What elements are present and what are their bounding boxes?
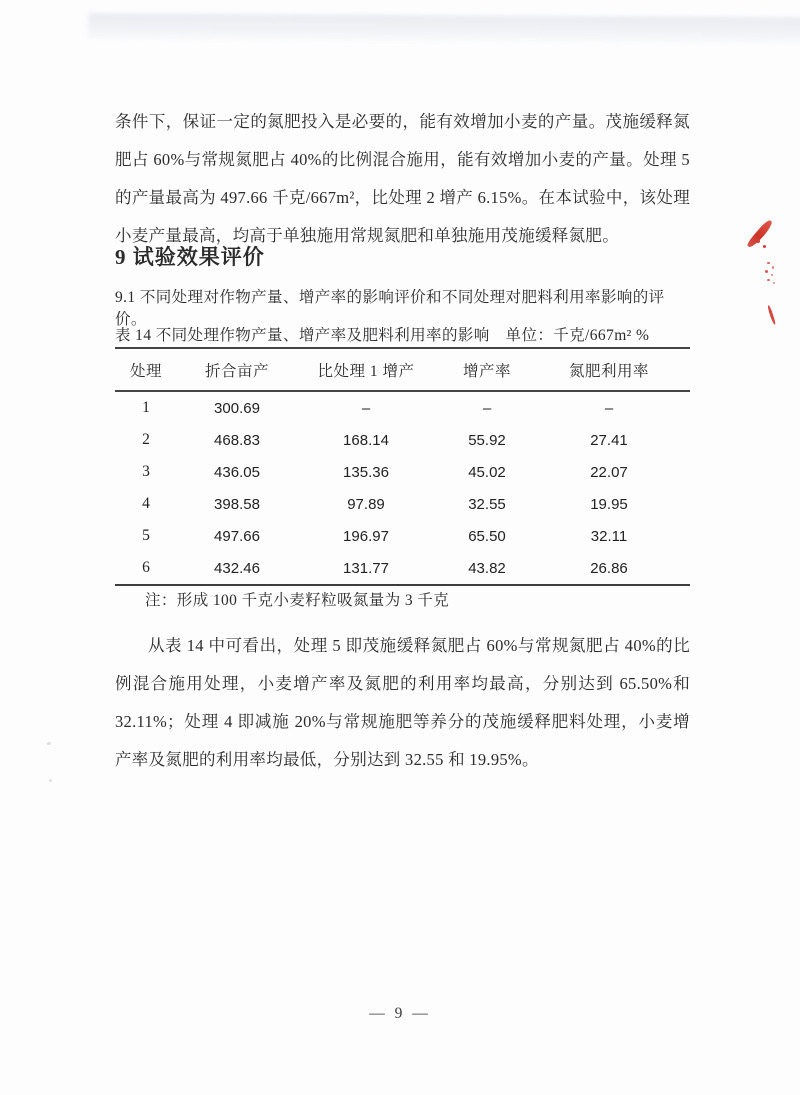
table-cell: 3 — [142, 463, 150, 480]
red-ink-mark-speck — [767, 262, 770, 264]
table-cell: 45.02 — [468, 463, 506, 481]
table-cell: 27.41 — [590, 431, 628, 449]
table-caption: 表 14 不同处理作物产量、增产率及肥料利用率的影响 单位：千克/667m² % — [115, 326, 650, 344]
table-row — [115, 456, 690, 488]
table-cell: 2 — [142, 431, 150, 448]
table-cell: 168.14 — [343, 431, 389, 449]
table-cell: 55.92 — [468, 431, 506, 449]
table-row — [115, 520, 690, 552]
red-ink-mark-dot — [763, 245, 766, 248]
red-ink-mark-stroke — [746, 218, 774, 249]
table-column-header: 氮肥利用率 — [539, 348, 690, 391]
table-cell: 4 — [142, 495, 150, 512]
table-cell: 32.55 — [468, 495, 506, 513]
table-header-row — [115, 348, 690, 391]
table-column-header: 比处理 1 增产 — [297, 348, 435, 391]
results-table — [115, 347, 690, 586]
table-row — [115, 552, 690, 585]
table-cell: 196.97 — [343, 527, 389, 545]
table-cell: 43.82 — [468, 559, 506, 577]
table-cell: 398.58 — [214, 495, 260, 513]
table-cell: 131.77 — [343, 559, 389, 577]
table-cell: – — [604, 399, 614, 417]
red-ink-mark-curve — [767, 305, 776, 325]
page-number: — 9 — — [369, 1005, 431, 1022]
table-cell: 468.83 — [214, 431, 260, 449]
table-cell: 65.50 — [468, 527, 506, 545]
table-cell: 32.11 — [590, 527, 628, 545]
scan-edge-shadow — [88, 13, 800, 43]
section-heading: 9 试验效果评价 — [115, 245, 265, 270]
body-paragraph-2: 从表 14 中可看出，处理 5 即茂施缓释氮肥占 60%与常规氮肥占 40%的比例混合施用处理，小麦增产率及氮肥的利用率均最高，分别达到 65.50%和 32.11%；处理 4 即减施 20%与常规施肥等养分的茂施缓释肥料处理，小麦增产率及氮肥的利用率均最低，分别达到 32.55 和 19.95%。 — [115, 635, 690, 769]
scan-speck — [47, 742, 51, 745]
table-column-header: 折合亩产 — [177, 348, 297, 391]
red-ink-mark-speck — [771, 274, 773, 276]
red-ink-mark-dot — [756, 239, 760, 243]
table-note: 注：形成 100 千克小麦籽粒吸氮量为 3 千克 — [145, 591, 450, 609]
table-row — [115, 391, 690, 424]
subsection-heading: 9.1 不同处理对作物产量、增产率的影响评价和不同处理对肥料利用率影响的评价。 — [115, 288, 665, 328]
scan-speck — [49, 779, 52, 782]
table-cell: 26.86 — [590, 559, 628, 577]
table-row — [115, 424, 690, 456]
red-ink-mark-speck — [765, 270, 768, 273]
table-cell: 97.89 — [347, 495, 385, 513]
table-cell: 6 — [142, 559, 150, 576]
table-cell: – — [482, 399, 492, 417]
table-cell: 135.36 — [343, 463, 389, 481]
table-cell: 1 — [142, 399, 150, 416]
table-cell: 22.07 — [590, 463, 628, 481]
table-column-header: 增产率 — [435, 348, 539, 391]
table-body — [115, 391, 690, 585]
table-cell: 5 — [142, 527, 150, 544]
table-cell: 436.05 — [214, 463, 260, 481]
table-cell: 497.66 — [214, 527, 260, 545]
table-row — [115, 488, 690, 520]
table-cell: 19.95 — [590, 495, 628, 513]
table-column-header: 处理 — [115, 348, 177, 391]
table-cell: 432.46 — [214, 559, 260, 577]
red-ink-mark-speck — [773, 282, 775, 284]
red-ink-mark-speck — [772, 266, 774, 269]
body-paragraph-1: 条件下，保证一定的氮肥投入是必要的，能有效增加小麦的产量。茂施缓释氮肥占 60%与常规氮肥占 40%的比例混合施用，能有效增加小麦的产量。处理 5 的产量最高为 497.66 千克/667m²，比处理 2 增产 6.15%。在本试验中，该处理小麦产量最高，均高于单独施用常规氮肥和单独施用茂施缓释氮肥。 — [115, 111, 690, 245]
table-cell: 300.69 — [214, 399, 260, 417]
red-ink-mark-speck — [767, 279, 770, 281]
table-cell: – — [361, 399, 371, 417]
